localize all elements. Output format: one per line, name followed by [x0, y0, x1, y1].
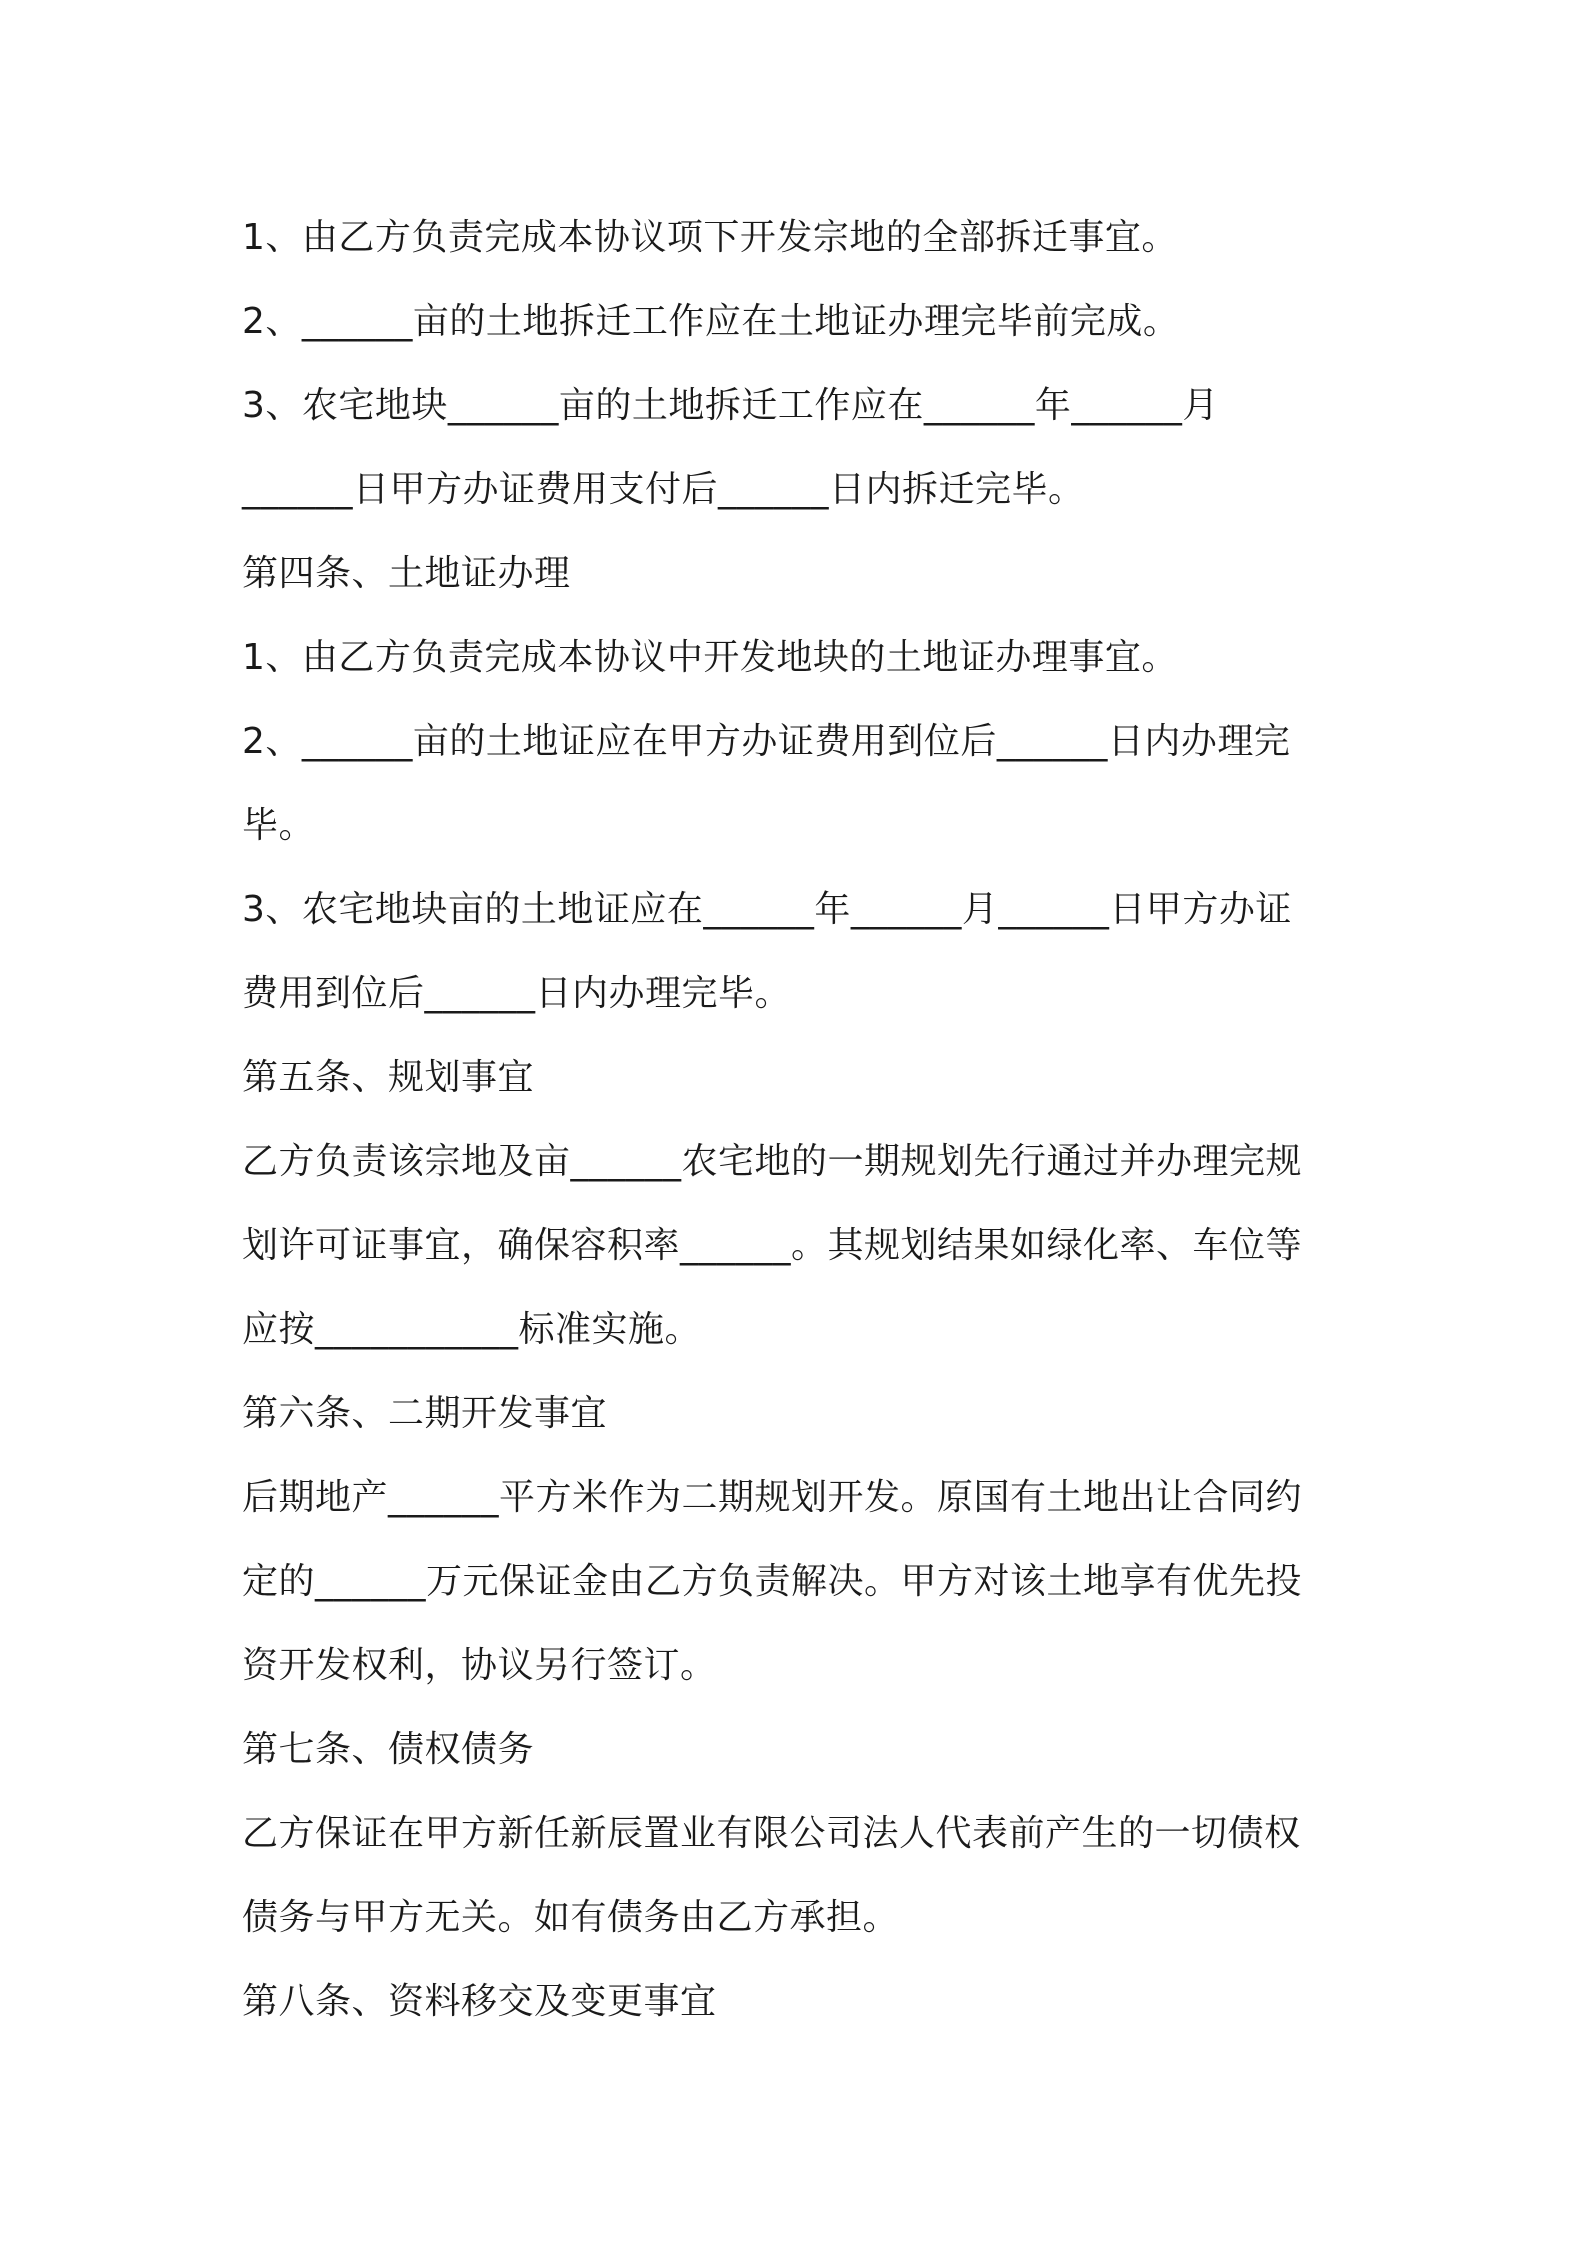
paragraph-line: 应按___________标准实施。	[242, 1309, 702, 1350]
clause-line: 毕。	[242, 805, 316, 846]
paragraph-line: 后期地产______平方米作为二期规划开发。原国有土地出让合同约	[242, 1477, 1303, 1518]
paragraph-line: 乙方保证在甲方新任新辰置业有限公司法人代表前产生的一切债权	[242, 1813, 1301, 1854]
clause-line: 3、农宅地块亩的土地证应在______年______月______日甲方办证	[242, 889, 1292, 930]
clause-line: 3、农宅地块______亩的土地拆迁工作应在______年______月	[242, 385, 1219, 426]
clause-line: 2、______亩的土地拆迁工作应在土地证办理完毕前完成。	[242, 301, 1180, 342]
paragraph-line: 乙方负责该宗地及亩______农宅地的一期规划先行通过并办理完规	[242, 1141, 1303, 1182]
paragraph-line: 债务与甲方无关。如有债务由乙方承担。	[242, 1897, 900, 1938]
section-heading: 第六条、二期开发事宜	[242, 1393, 608, 1434]
section-heading: 第五条、规划事宜	[242, 1057, 535, 1098]
clause-line: ______日甲方办证费用支付后______日内拆迁完毕。	[242, 469, 1085, 510]
paragraph-line: 定的______万元保证金由乙方负责解决。甲方对该土地享有优先投	[242, 1561, 1303, 1602]
paragraph-line: 划许可证事宜，确保容积率______。其规划结果如绿化率、车位等	[242, 1225, 1303, 1266]
clause-line: 费用到位后______日内办理完毕。	[242, 973, 792, 1014]
section-heading: 第八条、资料移交及变更事宜	[242, 1981, 717, 2022]
clause-line: 2、______亩的土地证应在甲方办证费用到位后______日内办理完	[242, 721, 1291, 762]
section-heading: 第四条、土地证办理	[242, 553, 571, 594]
paragraph-line: 资开发权利，协议另行签订。	[242, 1645, 717, 1686]
document-body	[242, 196, 1362, 2044]
clause-line: 1、由乙方负责完成本协议中开发地块的土地证办理事宜。	[242, 637, 1178, 678]
section-heading: 第七条、债权债务	[242, 1729, 535, 1770]
clause-line: 1、由乙方负责完成本协议项下开发宗地的全部拆迁事宜。	[242, 217, 1178, 258]
